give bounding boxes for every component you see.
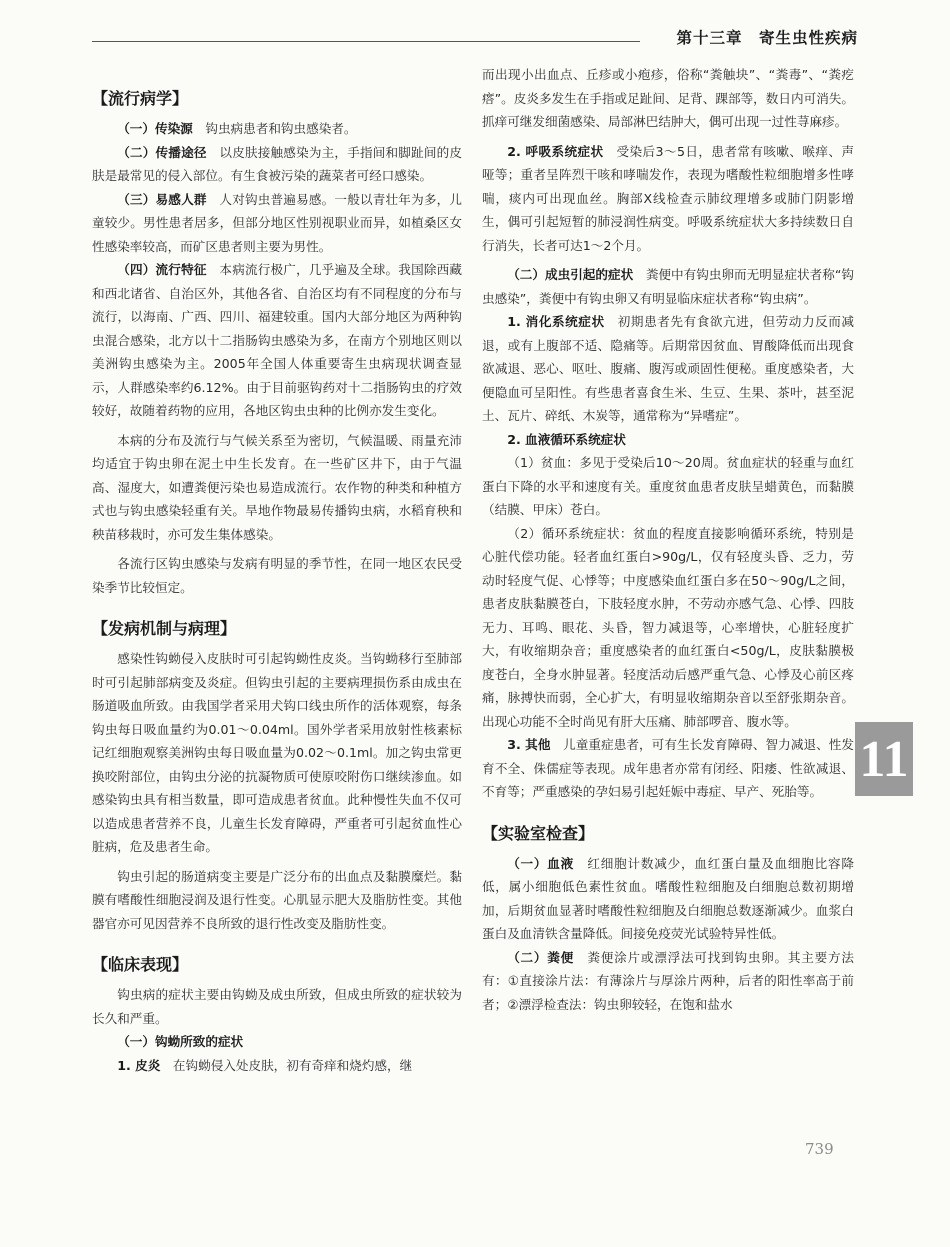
page-number: 739 (805, 1140, 834, 1158)
lab-blood: （一）血液 红细胞计数减少，血红蛋白量及血细胞比容降低，属小细胞低色素性贫血。嗜酸性粒细胞及白细胞总数初期增加，后期贫血显著时嗜酸性粒细胞及白细胞总数逐渐减少。血浆白蛋白及血清铁含量降低。间接免疫荧光试验特异性低。 (482, 855, 855, 941)
clinical-sub-larva: （一）钩蚴所致的症状 (117, 1034, 244, 1049)
left-column (92, 60, 462, 1077)
section-title-epidemiology: 【流行病学】 (92, 89, 189, 108)
chapter-tab-badge: 11 (855, 722, 913, 796)
clinical-intro: 钩虫病的症状主要由钩蚴及成虫所致，但成虫所致的症状较为长久和严重。 (92, 987, 462, 1026)
lab-stool: （二）粪便 粪便涂片或漂浮法可找到钩虫卵。其主要方法有：①直接涂片法：有薄涂片与厚涂片两种，后者的阳性率高于前者；②漂浮检查法：钩虫卵较轻，在饱和盐水 (482, 949, 855, 1012)
clinical-respiratory: 2. 呼吸系统症状 受染后3～5日，患者常有咳嗽、喉痒、声哑等；重者呈阵烈干咳和哮喘发作，表现为嗜酸性粒细胞增多性哮喘，痰内可出现血丝。胸部X线检查示肺纹理增多或肺门阴影增生，偶可引起短暂的肺浸润性病变。呼吸系统症状大多持续数日自行消失，长者可达1～2个月。 (482, 143, 855, 253)
clinical-sub-adult: （二）成虫引起的症状 粪便中有钩虫卵而无明显症状者称“钩虫感染”，粪便中有钩虫卵又有明显临床症状者称“钩虫病”。 (482, 267, 854, 306)
header-rule (92, 41, 640, 42)
patho-para-2: 钩虫引起的肠道病变主要是广泛分布的出血点及黏膜糜烂。黏膜有嗜酸性细胞浸润及退行性变。心肌显示肥大及脂肪性变。其他器官亦可见因营养不良所致的退行性改变及脂肪性变。 (92, 868, 462, 931)
section-title-lab: 【实验室检查】 (482, 823, 595, 843)
epi-features: （四）流行特征 本病流行极广，几乎遍及全球。我国除西藏和西北诸省、自治区外，其他各省、自治区均有不同程度的分布与流行，以海南、广西、四川、福建较重。国内大部分地区为两种钩虫混合感染，北方以十二指肠钩虫感染为多，在南方个别地区则以美洲钩虫感染为主。2005年全国人体重要寄生虫病现状调查显示，人群感染率约6.12%。由于目前驱钩药对十二指肠钩虫的疗效较好，故随着药物的应用，各地区钩虫虫种的比例亦发生变化。 (92, 262, 463, 418)
epi-route: （二）传播途径 以皮肤接触感染为主，手指间和脚趾间的皮肤是最常见的侵入部位。有生食被污染的蔬菜者可经口感染。 (92, 144, 463, 183)
right-column (482, 63, 854, 1016)
clinical-dermatitis-cont: 而出现小出血点、丘疹或小疱疹，俗称“粪触块”、“粪毒”、“粪疙瘩”。皮炎多发生在手指或足趾间、足背、踝部等，数日内可消失。抓痒可继发细菌感染、局部淋巴结肿大，偶可出现一过性荨麻疹。 (482, 67, 854, 129)
epi-source: （一）传染源 钩虫病患者和钩虫感染者。 (117, 121, 357, 136)
clinical-dermatitis: 1. 皮炎 在钩蚴侵入处皮肤，初有奇痒和烧灼感，继 (117, 1057, 413, 1073)
section-title-pathogenesis: 【发病机制与病理】 (92, 619, 237, 638)
running-header: 第十三章 寄生虫性疾病 (676, 29, 858, 47)
section-title-clinical: 【临床表现】 (92, 955, 189, 974)
clinical-circulation: （2）循环系统症状：贫血的程度直接影响循环系统，特别是心脏代偿功能。轻者血红蛋白>90g/L，仅有轻度头昏、乏力，劳动时轻度气促、心悸等；中度感染血红蛋白多在50～90g/L之间，患者皮肤黏膜苍白，下肢轻度水肿，不劳动亦感气急、心悸、四肢无力、耳鸣、眼花、头昏，智力减退等，心率增快，心脏轻度扩大，有收缩期杂音；重度感染者的血红蛋白<50g/L，皮肤黏膜极度苍白，全身水肿显著。轻度活动后感严重气急、心悸及心前区疼痛，脉搏快而弱，全心扩大，有明显收缩期杂音以至舒张期杂音。出现心功能不全时尚见有肝大压痛、肺部啰音、腹水等。 (482, 525, 854, 729)
clinical-blood-heading: 2. 血液循环系统症状 (507, 431, 626, 447)
epi-climate: 本病的分布及流行与气候关系至为密切，气候温暖、雨量充沛均适宜于钩虫卵在泥土中生长发育。在一些矿区井下，由于气温高、湿度大，如遭粪便污染也易造成流行。农作物的种类和种植方式也与钩虫感染轻重有关。旱地作物最易传播钩虫病，水稻育秧和秧苗移栽时，亦可发生集体感染。 (92, 432, 462, 542)
clinical-other: 3. 其他 儿童重症患者，可有生长发育障碍、智力减退、性发育不全、侏儒症等表现。成年患者亦常有闭经、阳痿、性欲减退、不育等；严重感染的孕妇易引起妊娠中毒症、早产、死胎等。 (482, 737, 855, 799)
patho-para-1: 感染性钩蚴侵入皮肤时可引起钩蚴性皮炎。当钩蚴移行至肺部时可引起肺部病变及炎症。但钩虫引起的主要病理损伤系由成虫在肠道吸血所致。由我国学者采用犬钩口线虫所作的活体观察，每条钩虫每日吸血量约为0.01～0.04ml。国外学者采用放射性核素标记红细胞观察美洲钩虫每日吸血量为0.02～0.1ml。加之钩虫常更换咬附部位，由钩虫分泌的抗凝物质可使原咬附伤口继续渗血。如感染钩虫具有相当数量，即可造成患者贫血。此种慢性失血不仅可以造成患者营养不良，儿童生长发育障碍，严重者可引起贫血性心脏病，危及患者生命。 (92, 651, 462, 854)
epi-susceptible: （三）易感人群 人对钩虫普遍易感。一般以青壮年为多，儿童较少。男性患者居多，但部分地区性别视职业而异，如植桑区女性感染率较高，而矿区患者则主要为男性。 (92, 191, 463, 254)
clinical-digestive: 1. 消化系统症状 初期患者先有食欲亢进，但劳动力反而减退，或有上腹部不适、隐痛等。后期常因贫血、胃酸降低而出现食欲减退、恶心、呕吐、腹痛、腹泻或顽固性便秘。重度感染者，大便隐血可呈阳性。有些患者喜食生米、生豆、生果、茶叶，甚至泥土、瓦片、碎纸、木炭等，通常称为“异嗜症”。 (482, 314, 855, 423)
epi-seasonal: 各流行区钩虫感染与发病有明显的季节性，在同一地区农民受染季节比较恒定。 (92, 556, 462, 595)
clinical-anemia: （1）贫血：多见于受染后10～20周。贫血症状的轻重与血红蛋白下降的水平和速度有关。重度贫血患者皮肤呈蜡黄色，而黏膜（结膜、甲床）苍白。 (482, 455, 854, 517)
